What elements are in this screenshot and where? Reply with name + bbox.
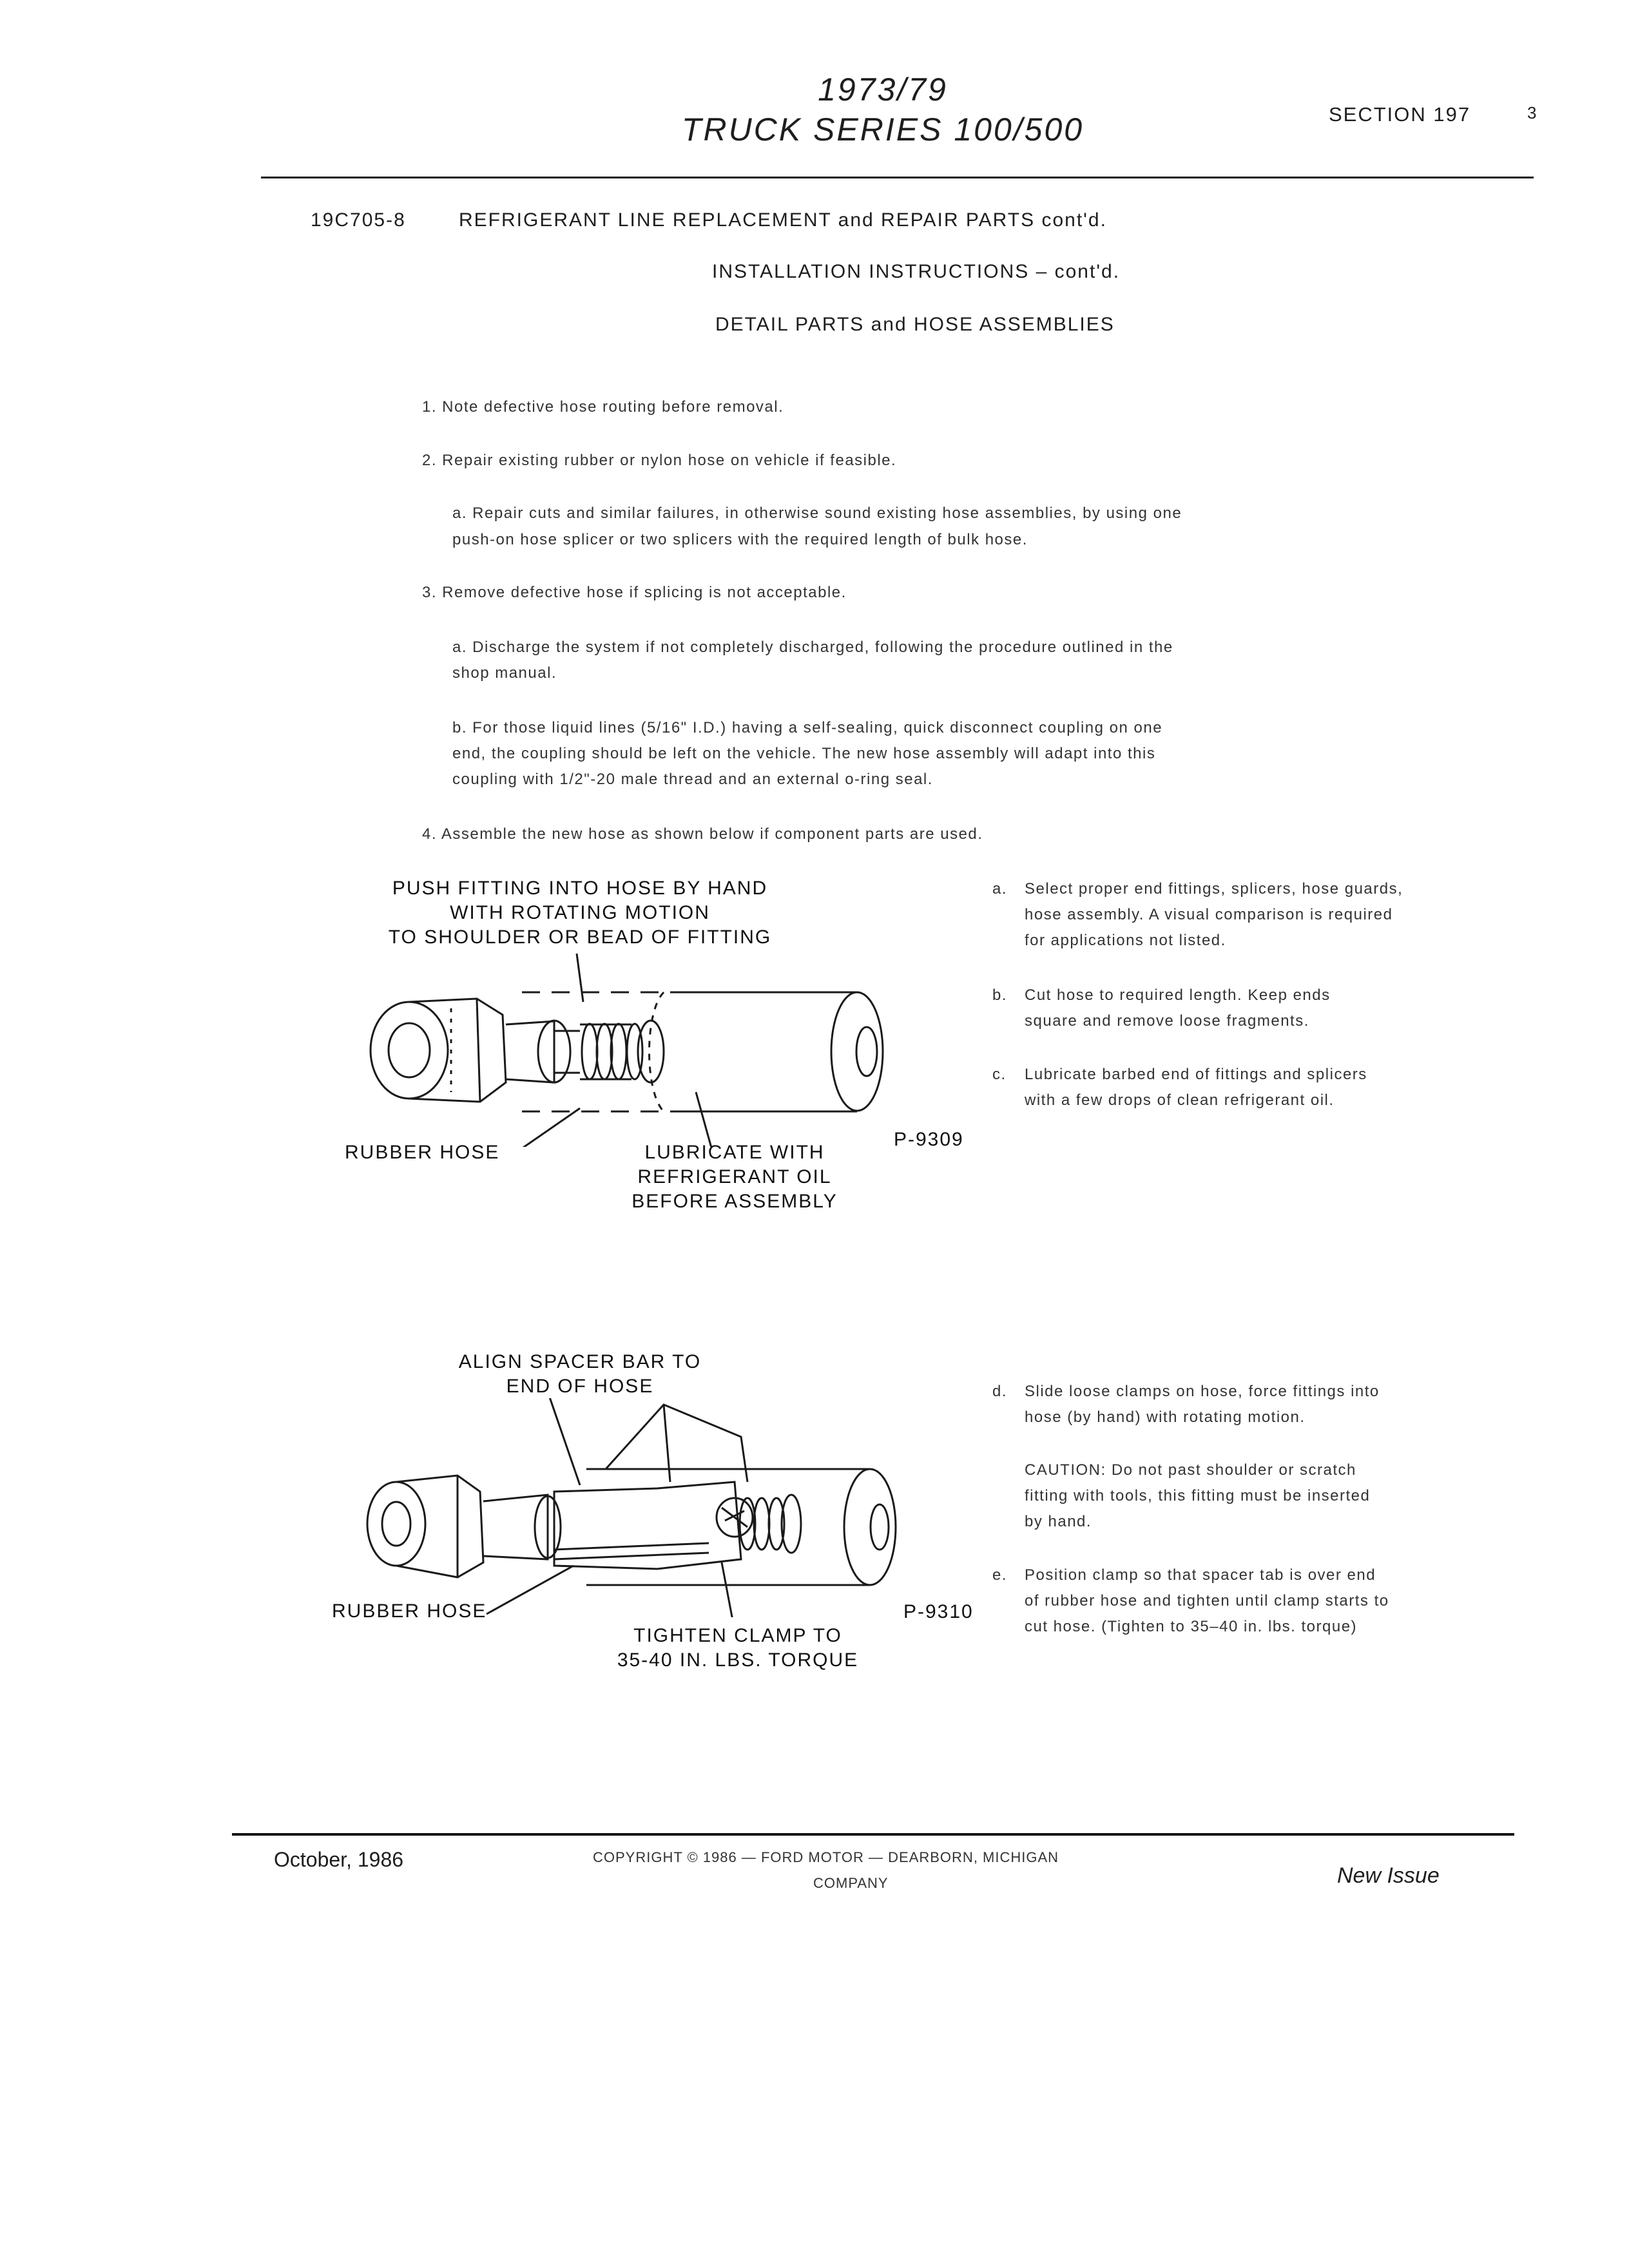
- fig2-id: P-9310: [903, 1601, 974, 1622]
- caution-line: CAUTION: Do not past shoulder or scratch: [1025, 1461, 1356, 1479]
- instruction-2a-line1: a. Repair cuts and similar failures, in otherwise sound existing hose assemblies, by using one: [452, 505, 1182, 522]
- instruction-3b-line1: b. For those liquid lines (5/16" I.D.) having a self-sealing, quick disconnect coupling on one: [452, 719, 1163, 736]
- doc-code: 19C705-8: [311, 209, 406, 231]
- footer-status: New Issue: [1337, 1863, 1440, 1888]
- step-b: [992, 983, 1482, 1041]
- step-e: [992, 1562, 1482, 1646]
- fig1-callout-line3: TO SHOULDER OR BEAD OF FITTING: [388, 927, 772, 948]
- instruction-3b-line2: end, the coupling should be left on the vehicle. The new hose assembly will adapt into this: [452, 745, 1156, 762]
- step-d-line: Slide loose clamps on hose, force fittings into: [1025, 1383, 1380, 1400]
- instruction-3: 3. Remove defective hose if splicing is not acceptable.: [422, 584, 847, 601]
- step-d-line: hose (by hand) with rotating motion.: [1025, 1408, 1306, 1426]
- fig1-lubricate-line2: REFRIGERANT OIL: [637, 1166, 832, 1187]
- fig1-lubricate-line1: LUBRICATE WITH: [644, 1142, 825, 1163]
- instruction-1: 1. Note defective hose routing before removal.: [422, 398, 784, 416]
- step-c-text: [1025, 1062, 1469, 1113]
- title-year: 1973/79: [818, 72, 948, 108]
- step-e-line: Position clamp so that spacer tab is over end: [1025, 1566, 1376, 1584]
- fig2-label-rubber-hose: RUBBER HOSE: [332, 1600, 487, 1622]
- step-e-text: [1025, 1562, 1469, 1640]
- step-b-text: [1025, 983, 1469, 1034]
- step-e-label: e.: [992, 1566, 1008, 1584]
- step-d-label: d.: [992, 1383, 1008, 1400]
- footer-rule: [232, 1833, 1514, 1836]
- step-b-label: b.: [992, 986, 1008, 1004]
- caution-note: [992, 1457, 1482, 1541]
- step-b-line: Cut hose to required length. Keep ends: [1025, 986, 1331, 1004]
- step-e-line: cut hose. (Tighten to 35–40 in. lbs. torque): [1025, 1618, 1358, 1635]
- step-c-line: with a few drops of clean refrigerant oil.: [1025, 1091, 1335, 1109]
- fig1-callout-push-fitting: [361, 876, 799, 950]
- step-c-label: c.: [992, 1066, 1007, 1083]
- fig1-hose-fitting-illustration: [361, 954, 915, 1147]
- instruction-4: 4. Assemble the new hose as shown below if component parts are used.: [422, 825, 983, 843]
- step-a-line: Select proper end fittings, splicers, hose guards,: [1025, 880, 1403, 898]
- step-a-text: [1025, 876, 1469, 954]
- step-c-line: Lubricate barbed end of fittings and splicers: [1025, 1066, 1367, 1083]
- step-c: [992, 1062, 1482, 1120]
- doc-heading: REFRIGERANT LINE REPLACEMENT and REPAIR PARTS cont'd.: [459, 209, 1107, 231]
- instruction-3b-line3: coupling with 1/2"-20 male thread and an external o-ring seal.: [452, 771, 933, 788]
- footer-date: October, 1986: [274, 1848, 404, 1871]
- caution-line: fitting with tools, this fitting must be inserted: [1025, 1487, 1371, 1504]
- fig1-label-rubber-hose: RUBBER HOSE: [345, 1142, 500, 1163]
- instruction-3a-line2: shop manual.: [452, 664, 557, 682]
- doc-subheading-installation: INSTALLATION INSTRUCTIONS – cont'd.: [712, 261, 1121, 282]
- footer-copyright-line1: COPYRIGHT © 1986 — FORD MOTOR — DEARBORN, MICHIGAN: [593, 1849, 1059, 1865]
- caution-text: [1025, 1457, 1469, 1535]
- step-e-line: of rubber hose and tighten until clamp starts to: [1025, 1592, 1389, 1610]
- footer-copyright-line2: COMPANY: [813, 1875, 889, 1891]
- fig2-label-tighten: [583, 1624, 892, 1673]
- fig2-clamp-illustration: [361, 1398, 915, 1617]
- fig1-label-lubricate: [599, 1140, 870, 1214]
- fig1-lubricate-line3: BEFORE ASSEMBLY: [631, 1191, 838, 1212]
- fig1-callout-line2: WITH ROTATING MOTION: [450, 902, 710, 923]
- doc-subheading-detail: DETAIL PARTS and HOSE ASSEMBLIES: [715, 314, 1115, 335]
- step-a-line: hose assembly. A visual comparison is required: [1025, 906, 1393, 923]
- fig1-id: P-9309: [894, 1129, 964, 1150]
- caution-line: by hand.: [1025, 1513, 1092, 1530]
- step-a: [992, 876, 1482, 960]
- step-b-line: square and remove loose fragments.: [1025, 1012, 1309, 1030]
- step-d: [992, 1379, 1482, 1437]
- instruction-2a-line2: push-on hose splicer or two splicers with the required length of bulk hose.: [452, 531, 1028, 548]
- fig2-callout-line2: END OF HOSE: [506, 1376, 654, 1397]
- fig2-callout-align-spacer: [445, 1350, 715, 1399]
- page-number: 3: [1527, 103, 1538, 122]
- fig1-callout-line1: PUSH FITTING INTO HOSE BY HAND: [392, 878, 768, 899]
- title-series: TRUCK SERIES 100/500: [681, 111, 1084, 148]
- fig2-tighten-line2: 35-40 IN. LBS. TORQUE: [617, 1649, 859, 1671]
- instruction-3a-line1: a. Discharge the system if not completely discharged, following the procedure outlined in the: [452, 639, 1173, 656]
- fig2-tighten-line1: TIGHTEN CLAMP TO: [633, 1625, 842, 1646]
- step-d-text: [1025, 1379, 1469, 1430]
- step-a-label: a.: [992, 880, 1008, 898]
- header-rule: [261, 177, 1534, 178]
- step-a-line: for applications not listed.: [1025, 932, 1226, 949]
- section-label: SECTION 197: [1329, 103, 1471, 126]
- instruction-2: 2. Repair existing rubber or nylon hose on vehicle if feasible.: [422, 452, 897, 469]
- fig2-callout-line1: ALIGN SPACER BAR TO: [458, 1351, 702, 1372]
